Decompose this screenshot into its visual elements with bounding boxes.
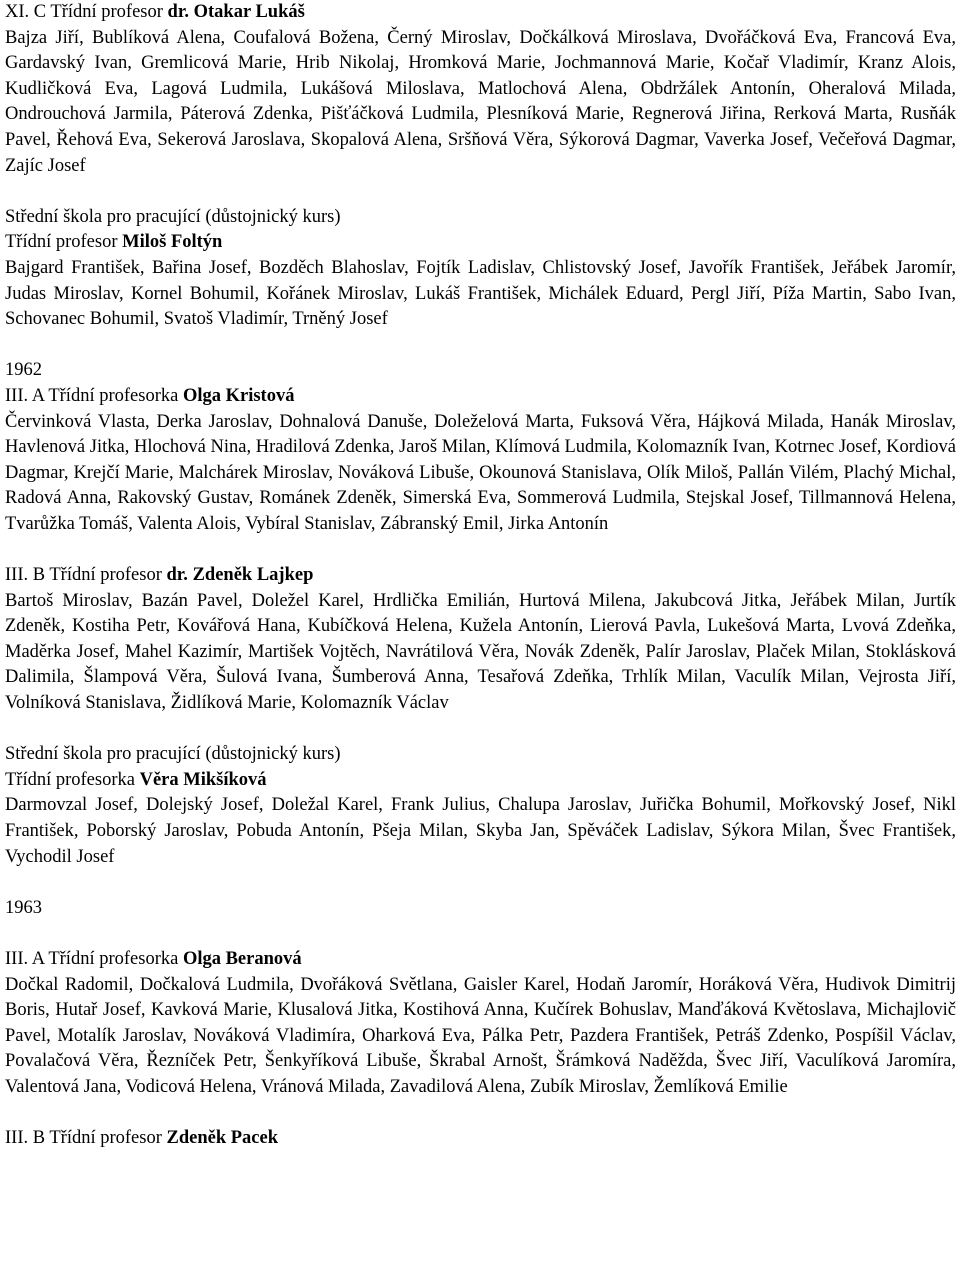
- class-heading-iii-a-1962: [5, 384, 956, 410]
- spacer: [5, 537, 956, 563]
- teacher-name: Olga Beranová: [182, 948, 302, 969]
- year-heading-1963: 1963: [5, 897, 42, 918]
- school-heading: Střední škola pro pracující (důstojnický kurs): [5, 206, 341, 227]
- teacher-name: Olga Kristová: [182, 385, 295, 406]
- class-title-text: III. A Třídní profesorka: [5, 385, 183, 406]
- spacer: [5, 1101, 956, 1127]
- spacer: [5, 179, 956, 205]
- teacher-title: dr.: [167, 2, 189, 22]
- class-heading-officer-course-1962: [5, 768, 956, 794]
- teacher-name: Věra Mikšíková: [139, 769, 267, 790]
- teacher-name: Zdeněk Pacek: [166, 1128, 279, 1149]
- teacher-name: Zdeněk Lajkep: [192, 565, 314, 586]
- student-list-officer-course: Bajgard František, Bařina Josef, Bozděch Blahoslav, Fojtík Ladislav, Chlistovský Josef, Javořík František, Jeřábek Jaromír, Judas Miroslav, Kornel Bohumil, Kořánek Miroslav, Lukáš František, Michálek Eduard, Pergl Jiří, Píža Martin, Sabo Ivan, Schovanec Bohumil, Svatoš Vladimír, Trněný Josef: [5, 257, 956, 330]
- class-heading-xi-c: [5, 0, 956, 26]
- spacer: [5, 921, 956, 947]
- school-heading: Střední škola pro pracující (důstojnický kurs): [5, 744, 341, 765]
- student-list-iii-a-1963: Dočkal Radomil, Dočkalová Ludmila, Dvořáková Světlana, Gaisler Karel, Hodaň Jaromír, Horáková Věra, Hudivok Dimitrij Boris, Hutař Josef, Kavková Marie, Klusalová Jitka, Kostihová Anna, Kučírek Bohuslav, Manďáková Květoslava, Michajlovič Pavel, Motalík Jaroslav, Nováková Vladimíra, Oharková Eva, Pálka Petr, Pazdera František, Petráš Zdenko, Pospíšil Václav, Povalačová Věra, Řezníček Petr, Šenkyříková Libuše, Škrabal Arnošt, Šrámková Naděžda, Švec Jiří, Vaculíková Jaromíra, Valentová Jana, Vodicová Helena, Vránová Milada, Zavadilová Alena, Zubík Miroslav, Žemlíková Emilie: [5, 974, 956, 1097]
- year-heading-1962: 1962: [5, 360, 42, 381]
- teacher-title: dr.: [166, 565, 188, 586]
- class-title-text: III. B Třídní profesor: [5, 1128, 167, 1149]
- class-title-text: Třídní profesor: [5, 232, 123, 253]
- class-title-text: XI. C Třídní profesor: [5, 2, 168, 22]
- class-title-text: III. A Třídní profesorka: [5, 948, 183, 969]
- class-title-text: Třídní profesorka: [5, 769, 140, 790]
- student-list-iii-a-1962: Červinková Vlasta, Derka Jaroslav, Dohnalová Danuše, Doleželová Marta, Fuksová Věra, Hájková Milada, Hanák Miroslav, Havlenová Jitka, Hlochová Nina, Hradilová Zdenka, Jaroš Milan, Klímová Ludmila, Kolomazník Ivan, Kotrnec Josef, Kordiová Dagmar, Krejčí Marie, Malchárek Miroslav, Nováková Libuše, Okounová Stanislava, Olík Miloš, Pallán Vilém, Plachý Michal, Radová Anna, Rakovský Gustav, Románek Zdeněk, Simerská Eva, Sommerová Ludmila, Stejskal Josef, Tillmannová Helena, Tvarůžka Tomáš, Valenta Alois, Vybíral Stanislav, Zábranský Emil, Jirka Antonín: [5, 411, 956, 534]
- student-list-xi-c: Bajza Jiří, Bublíková Alena, Coufalová Božena, Černý Miroslav, Dočkálková Miroslava, Dvořáčková Eva, Francová Eva, Gardavský Ivan, Gremlicová Marie, Hrib Nikolaj, Hromková Marie, Jochmannová Marie, Kočař Vladimír, Kranz Alois, Kudličková Eva, Lagová Ludmila, Lukášová Miloslava, Matlochová Alena, Obdržálek Antonín, Oheralová Milada, Ondrouchová Jarmila, Páterová Zdenka, Pišťáčková Ludmila, Plesníková Marie, Regnerová Jiřina, Rerková Marta, Rusňák Pavel, Řehová Eva, Sekerová Jaroslava, Skopalová Alena, Sršňová Věra, Sýkorová Dagmar, Vaverka Josef, Večeřová Dagmar, Zajíc Josef: [5, 27, 956, 176]
- teacher-name: Otakar Lukáš: [193, 2, 305, 22]
- student-list-officer-course-1962: Darmovzal Josef, Dolejský Josef, Doležal Karel, Frank Julius, Chalupa Jaroslav, Juřička Bohumil, Mořkovský Josef, Nikl František, Poborský Jaroslav, Pobuda Antonín, Pšeja Milan, Skyba Jan, Spěváček Ladislav, Sýkora Milan, Švec František, Vychodil Josef: [5, 795, 956, 867]
- class-heading-iii-b-1962: [5, 563, 956, 589]
- spacer: [5, 870, 956, 896]
- class-title-text: III. B Třídní profesor: [5, 565, 167, 586]
- class-heading-iii-b-1963: [5, 1126, 956, 1152]
- teacher-name: Miloš Foltýn: [122, 232, 223, 253]
- spacer: [5, 333, 956, 359]
- class-heading-officer-course: [5, 230, 956, 256]
- spacer: [5, 717, 956, 743]
- student-list-iii-b-1962: Bartoš Miroslav, Bazán Pavel, Doležel Karel, Hrdlička Emilián, Hurtová Milena, Jakubcová Jitka, Jeřábek Milan, Jurtík Zdeněk, Kostiha Petr, Kovářová Hana, Kubíčková Helena, Kužela Antonín, Lierová Pavla, Lukešová Marta, Lvová Zdeňka, Maděrka Josef, Mahel Kazimír, Martišek Vojtěch, Navrátilová Věra, Novák Zdeněk, Palír Jaroslav, Plaček Milan, Stoklásková Dalimila, Šlampová Věra, Šulová Ivana, Šumberová Anna, Tesařová Zdeňka, Trhlík Milan, Vaculík Milan, Vejrosta Jiří, Volníková Stanislava, Židlíková Marie, Kolomazník Václav: [5, 590, 956, 714]
- class-heading-iii-a-1963: [5, 947, 956, 973]
